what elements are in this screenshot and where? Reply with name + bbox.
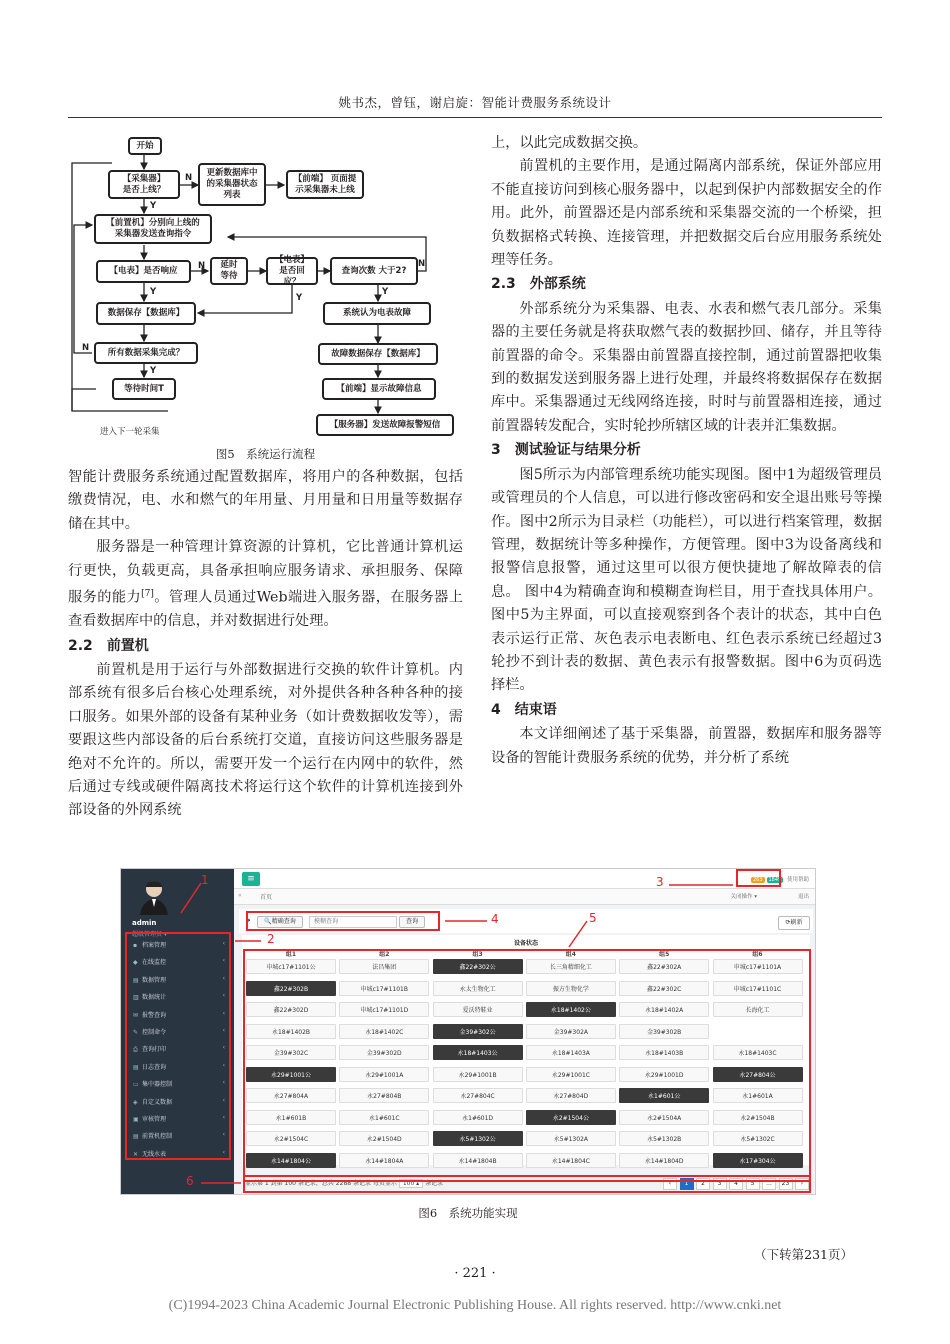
menu-icon: ◆ [133, 959, 138, 967]
page-button[interactable]: ‹ [663, 1178, 677, 1190]
page-number: · 221 · [454, 1266, 496, 1281]
running-head: 姚书杰，曾钰，谢启旋：智能计费服务系统设计 [338, 95, 612, 110]
flow-label-n1: N [185, 173, 193, 183]
menu-icon: ✕ [133, 1150, 139, 1158]
device-cell[interactable]: 申城c17#1101公 [246, 959, 336, 974]
grid-header: 组5 [659, 951, 670, 958]
chevron-icon: ‹ [222, 974, 225, 982]
device-cell[interactable]: 鑫22#302D [246, 1002, 336, 1017]
device-cell[interactable]: 永14#1804公 [246, 1153, 336, 1168]
device-cell[interactable]: 申城c17#1101D [339, 1002, 429, 1017]
device-cell[interactable]: 金39#302B [619, 1024, 709, 1039]
device-cell[interactable]: 永27#804B [339, 1088, 429, 1103]
sidebar-item[interactable]: ▪ 档案管理 ‹ [133, 940, 225, 949]
menu-icon: ✉ [133, 1011, 139, 1019]
flow-label-y1: Y [150, 201, 157, 211]
device-cell[interactable]: 鑫22#302C [619, 981, 709, 996]
chevron-icon: ‹ [222, 1061, 225, 1069]
sidebar-item[interactable]: ✕ 无线水表 ‹ [133, 1148, 225, 1158]
device-cell[interactable]: 永18#1403C [713, 1045, 803, 1060]
menu-icon: ▣ [133, 1116, 139, 1123]
device-cell[interactable]: 金39#302C [246, 1045, 336, 1060]
chevron-icon: ‹ [222, 1114, 225, 1121]
device-cell[interactable]: 鑫22#302公 [433, 959, 523, 974]
device-cell[interactable]: 永17#304公 [713, 1153, 803, 1168]
menu-toggle-button[interactable]: ≡ [242, 872, 260, 886]
device-cell[interactable]: 永18#1402A [619, 1002, 709, 1017]
chevron-icon: ‹ [222, 940, 225, 947]
right-column [491, 132, 882, 770]
sidebar-item[interactable]: ▭ 集中器控制 ‹ [133, 1079, 225, 1089]
right-para-4: 本文详细阐述了基于采集器，前置器，数据库和服务器等设备的智能计费服务系统的优势，并分析了系统 [491, 726, 882, 766]
device-cell[interactable]: 永1#601C [339, 1110, 429, 1125]
flow-all-done: 所有数据采集完成？ [94, 342, 198, 364]
chevron-icon: ‹ [222, 1044, 225, 1052]
device-cell[interactable]: 永14#1804B [433, 1153, 523, 1168]
citation-ref: [7] [141, 589, 154, 600]
flow-front-fault: 【前端】显示故障信息 [322, 378, 436, 400]
flow-server-sms: 【服务器】发送故障报警短信 [316, 414, 454, 436]
page-button[interactable]: › [795, 1178, 809, 1190]
sidebar-item[interactable]: ▣ 审核管理 ‹ [133, 1114, 225, 1123]
device-cell[interactable]: 法昌集团 [339, 959, 429, 974]
device-cell[interactable]: 永18#1403B [619, 1045, 709, 1060]
section-2-2-heading: 2.2 前置机 [68, 637, 149, 654]
page-button[interactable]: 4 [729, 1178, 743, 1190]
refresh-button[interactable]: ⟳刷新 [778, 916, 810, 930]
callout-4: 4 [491, 912, 499, 926]
left-para-3: 前置机是用于运行与外部数据进行交换的软件计算机。内部系统有很多后台核心处理系统，对外提供各种各种各种的接口服务。如果外部的设备有某种业务（如计费数据收发等），需要跟这些内部设备的后台系统打交道，直接访问这些服务器是绝对不允许的。所以，需要开发一个运行在内网中的软件，然后通过专线或硬件隔离技术将运行这个软件的计算机连接到外部设备的外网系统 [68, 661, 463, 819]
device-cell[interactable]: 永29#1001B [433, 1067, 523, 1082]
flow-meter-respond: 【电表】是否响应 [96, 260, 191, 283]
logout-link[interactable]: 退出 [797, 894, 809, 900]
device-cell[interactable]: 永2#1504C [246, 1131, 336, 1146]
callout-1: 1 [201, 873, 209, 887]
flow-start: 开始 [128, 137, 162, 155]
flow-label-n3: N [418, 259, 426, 269]
grid-header: 组6 [752, 951, 763, 958]
alarm-badge[interactable]: 1849 [768, 877, 782, 883]
chevron-icon: ‹ [222, 1131, 225, 1139]
right-para-1: 前置机的主要作用，是通过隔离内部系统，保证外部应用不能直接访问到核心服务器中，以起到保护内部数据安全的作用。此外，前置器还是内部系统和采集器交流的一个桥梁，担负数据格式转换、连接管理，并把数据交后台应用服务系统处理等任务。 [491, 158, 882, 269]
device-cell[interactable]: 永29#1001A [339, 1067, 429, 1082]
chevron-icon: ‹ [222, 1009, 225, 1017]
callout-arrows [121, 869, 816, 1195]
user-role[interactable]: 超级管理员 ▾ [132, 931, 167, 938]
menu-icon: ▤ [133, 976, 139, 984]
flow-delay-wait: 延时 等待 [210, 257, 248, 285]
copyright-footer: (C)1994-2023 China Academic Journal Electronic Publishing House. All rights reserved. http://www.cnki.net [168, 1298, 782, 1313]
device-cell[interactable]: 永2#1504D [339, 1131, 429, 1146]
section-2-3-heading: 2.3 外部系统 [491, 276, 586, 293]
pager-info: 显示第 1 到第 100 条记录，总共 2288 条记录 每页显示 100 ▴ 条记录 [245, 1180, 444, 1187]
flow-frontend-show: 【前端】 页面提 示采集器未上线 [286, 170, 364, 199]
device-cell[interactable]: 永27#804公 [713, 1067, 803, 1082]
sidebar-item[interactable]: ▤ 日志查询 ‹ [133, 1061, 225, 1071]
device-cell[interactable]: 永29#1001C [526, 1067, 616, 1082]
sidebar-item[interactable]: ▥ 数据统计 ‹ [133, 992, 225, 1002]
sidebar-item[interactable]: ✎ 控制命令 ‹ [133, 1027, 225, 1036]
page-button[interactable]: 3 [713, 1178, 727, 1190]
device-cell[interactable]: 永18#1402B [246, 1024, 336, 1039]
grid-title: 设备状态 [513, 940, 538, 947]
flow-wait-t: 等待时间T [112, 378, 176, 400]
flow-next-round: 进入下一轮采集 [100, 427, 160, 437]
flow-fault-save: 故障数据保存【数据库】 [318, 343, 438, 365]
menu-icon: ▤ [133, 1063, 139, 1071]
figure5-caption: 图5 系统运行流程 [215, 447, 316, 461]
device-cell[interactable]: 永14#1804D [619, 1153, 709, 1168]
callout-3: 3 [656, 875, 664, 889]
right-para-3: 图5所示为内部管理系统功能实现图。图中1为超级管理员或管理员的个人信息，可以进行修改密码和安全退出账号等操作。图中2所示为目录栏（功能栏），可以进行档案管理，数据管理，数据统计等多种操作，方便管理。图中3为设备离线和报警信息报警，通过这里可以很方便快捷地了解故障表的信息。 图中4为精确查询和模糊查询栏目，用于查找具体用户。图中5为主界面，可以直接观察到各个表计的状态，其中白色表示运行正常、灰色表示电表断电、红色表示系统已经超过3轮抄不到计表的数据、黄色表示有报警数据。图中6为页码选择栏。 [491, 466, 882, 694]
device-cell[interactable]: 永14#1804A [339, 1153, 429, 1168]
header-rule [68, 117, 882, 118]
menu-icon: ⎙ [133, 1046, 138, 1054]
device-cell[interactable]: 永1#601D [433, 1110, 523, 1125]
device-cell[interactable]: 永5#1302B [619, 1131, 709, 1146]
device-cell[interactable]: 永太生物化工 [433, 981, 523, 996]
callout-2: 2 [267, 932, 275, 946]
figure6-caption: 图6 系统功能实现 [418, 1206, 518, 1220]
page-button[interactable]: ... [762, 1178, 776, 1190]
offline-badge[interactable]: 263 [752, 877, 763, 883]
device-cell[interactable]: 申城c17#1101A [713, 959, 803, 974]
menu-icon: ▭ [133, 1081, 139, 1089]
flowchart-figure [68, 133, 463, 443]
device-cell[interactable]: 长三角精细化工 [526, 959, 616, 974]
device-cell[interactable]: 金39#302公 [433, 1024, 523, 1039]
menu-icon: ✎ [133, 1029, 139, 1036]
right-para-0: 上，以此完成数据交换。 [491, 135, 648, 151]
sidebar-item[interactable]: ▤ 前置机控制 ‹ [133, 1131, 225, 1141]
menu-icon: ▤ [133, 1133, 139, 1141]
chevron-icon: ‹ [222, 1148, 225, 1156]
device-cell[interactable]: 永1#601公 [619, 1088, 709, 1103]
page-size-select[interactable]: 100 ▴ [399, 1179, 423, 1188]
section-3-heading: 3 测试验证与结果分析 [491, 442, 641, 459]
device-cell[interactable]: 永5#1302公 [433, 1131, 523, 1146]
flow-label-y4: Y [382, 287, 389, 297]
left-para-1: 智能计费服务系统通过配置数据库，将用户的各种数据，包括缴费情况，电、水和燃气的年用量、月用量和日用量等数据存储在其中。 [68, 469, 463, 532]
flow-update-db: 更新数据库中 的采集器状态 列表 [198, 163, 266, 206]
left-para-2: 服务器是一种管理计算资源的计算机，它比普通计算机运行更快，负载更高，具备承担响应服务请求、承担服务、保障服务的能力[7]。管理人员通过Web端进入服务器，在服务器上查看数据库中的信息，并对数据进行处理。 [68, 539, 463, 630]
exact-query-button[interactable]: 🔍精确查询 [257, 916, 303, 928]
grid-header: 组1 [285, 951, 297, 958]
device-cell[interactable]: 永18#1403公 [433, 1045, 523, 1060]
device-cell[interactable]: 永5#1302C [713, 1131, 803, 1146]
flow-data-save: 数据保存【数据库】 [96, 302, 196, 325]
device-cell[interactable]: 长海化工 [713, 1002, 803, 1017]
flow-label-n2: N [198, 261, 206, 271]
flow-collector-online: 【采集器】 是否上线？ [108, 170, 180, 199]
section-4-heading: 4 结束语 [491, 701, 557, 718]
device-cell[interactable]: 永2#1504公 [526, 1110, 616, 1125]
sidebar-item[interactable]: ▤ 数据管理 ‹ [133, 974, 225, 984]
device-cell[interactable]: 永27#804A [246, 1088, 336, 1103]
device-cell[interactable]: 永2#1504A [619, 1110, 709, 1125]
tab-home[interactable]: 首页 [260, 894, 273, 901]
device-cell[interactable]: 永5#1302A [526, 1131, 616, 1146]
device-cell[interactable]: 金39#302A [526, 1024, 616, 1039]
device-cell[interactable]: 鑫22#302B [246, 981, 336, 996]
sidebar-item[interactable]: ◆ 在线监控 ‹ [133, 957, 225, 967]
user-name[interactable]: admin [132, 919, 157, 927]
device-cell[interactable]: 永18#1402公 [526, 1002, 616, 1017]
page-button[interactable]: 2 [696, 1178, 710, 1190]
device-cell[interactable]: 永18#1403A [526, 1045, 616, 1060]
page-button[interactable]: 5 [746, 1178, 760, 1190]
flow-label-y3: Y [296, 293, 303, 303]
menu-icon: ▪ [133, 942, 138, 949]
close-ops-dropdown[interactable]: 关闭操作 ▾ [730, 894, 757, 900]
flow-label-y5: Y [150, 366, 157, 376]
continued-note: （下转第231页） [754, 1247, 853, 1262]
menu-icon: ◈ [133, 1098, 138, 1106]
chevron-icon: ‹ [222, 957, 225, 965]
device-cell[interactable]: 永29#1001D [619, 1067, 709, 1082]
arrow-icon[interactable]: ➜ [245, 917, 251, 924]
device-cell[interactable]: 永27#804D [526, 1088, 616, 1103]
query-button[interactable]: 查询 [399, 916, 425, 928]
device-cell[interactable]: 永29#1001公 [246, 1067, 336, 1082]
device-cell[interactable]: 永14#1804C [526, 1153, 616, 1168]
flow-label-y2: Y [150, 287, 157, 297]
menu-icon: ▥ [133, 994, 139, 1002]
flow-query-count: 查询次数 大于2? [330, 257, 418, 285]
page-button[interactable]: 23 [779, 1178, 793, 1190]
device-cell[interactable]: 金39#302D [339, 1045, 429, 1060]
right-para-2: 外部系统分为采集器、电表、水表和燃气表几部分。采集器的主要任务就是将获取燃气表的数据抄回、储存，并且等待前置器的命令。采集器由前置器直接控制，通过前置器把收集到的数据发送到服务器上进行处理，并最终将数据保存在数据库中。采集器通过无线网络连接，时时与前置器相连接，通过前置器转发配合，实时轮抄所辖区域的计表并汇集数据。 [491, 300, 882, 434]
left-column [68, 466, 463, 823]
tab-back-icon[interactable]: « [238, 892, 242, 899]
chevron-icon: ‹ [222, 1027, 225, 1034]
help-link[interactable]: 使用帮助 [786, 877, 809, 883]
device-cell[interactable]: 振方生物化学 [526, 981, 616, 996]
callout-6: 6 [186, 1174, 194, 1188]
device-cell[interactable]: 申城c17#1101B [339, 981, 429, 996]
flow-meter-fault: 系统认为电表故障 [323, 302, 431, 325]
device-cell[interactable]: 申城c17#1101C [713, 981, 803, 996]
callout-5: 5 [589, 911, 597, 925]
flow-front-query: 【前置机】分别向上线的 采集器发送查询指令 [94, 214, 212, 244]
device-cell[interactable]: 永18#1402C [339, 1024, 429, 1039]
flow-meter-again: 【电表】 是否回应？ [266, 257, 318, 285]
chevron-icon: ‹ [222, 1079, 225, 1087]
device-cell[interactable]: 爱沃特鞋业 [433, 1002, 523, 1017]
device-cell[interactable]: 永27#804C [433, 1088, 523, 1103]
device-cell[interactable]: 永1#601B [246, 1110, 336, 1125]
sidebar-item[interactable]: ◈ 自定义数据 ‹ [133, 1096, 225, 1106]
system-ui-screenshot [120, 868, 816, 1195]
device-cell[interactable]: 鑫22#302A [619, 959, 709, 974]
device-cell[interactable]: 永2#1504B [713, 1110, 803, 1125]
sidebar-item[interactable]: ✉ 报警查询 ‹ [133, 1009, 225, 1019]
flow-label-n4: N [82, 343, 90, 353]
sidebar-item[interactable]: ⎙ 查询打印 ‹ [133, 1044, 225, 1054]
grid-header: 组3 [472, 951, 483, 958]
chevron-icon: ‹ [222, 992, 225, 1000]
device-cell[interactable]: 永1#601A [713, 1088, 803, 1103]
grid-header: 组2 [379, 951, 390, 958]
page-button[interactable]: 1 [680, 1178, 694, 1190]
grid-header: 组4 [565, 951, 576, 958]
chevron-icon: ‹ [222, 1096, 225, 1104]
